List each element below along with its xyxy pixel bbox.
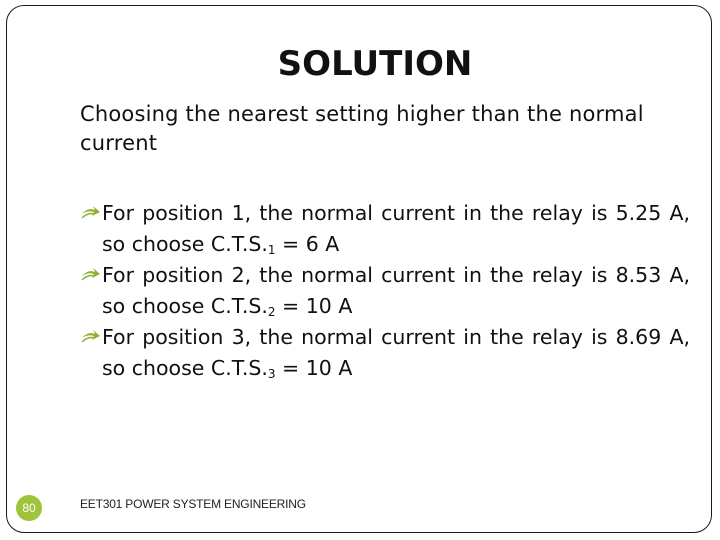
bullet-subscript: 3 bbox=[267, 367, 276, 381]
bullet-item-2 bbox=[80, 260, 690, 322]
bullet-list bbox=[80, 198, 690, 384]
bullet-text-end: = 10 A bbox=[275, 294, 353, 318]
intro-text: Choosing the nearest setting higher than the normal current bbox=[80, 102, 644, 155]
slide-title: SOLUTION bbox=[277, 44, 473, 84]
bullet-text: For position 2, the normal current in the relay is 8.53 A, so choose C.T.S. bbox=[102, 263, 690, 318]
bullet-subscript: 1 bbox=[267, 243, 276, 257]
bullet-text: For position 1, the normal current in the relay is 5.25 A, so choose C.T.S. bbox=[102, 201, 690, 256]
footer-text: EET301 POWER SYSTEM ENGINEERING bbox=[80, 497, 306, 511]
arrow-bullet-icon bbox=[80, 325, 102, 347]
bullet-text: For position 3, the normal current in the relay is 8.69 A, so choose C.T.S. bbox=[102, 325, 690, 380]
bullet-text-end: = 10 A bbox=[275, 356, 353, 380]
bullet-subscript: 2 bbox=[267, 305, 276, 319]
page-number: 80 bbox=[22, 501, 36, 515]
bullet-item-1 bbox=[80, 198, 690, 260]
page-number-badge bbox=[16, 495, 42, 521]
bullet-item-3 bbox=[80, 322, 690, 384]
arrow-bullet-icon bbox=[80, 201, 102, 223]
bullet-text-end: = 6 A bbox=[275, 232, 340, 256]
arrow-bullet-icon bbox=[80, 263, 102, 285]
